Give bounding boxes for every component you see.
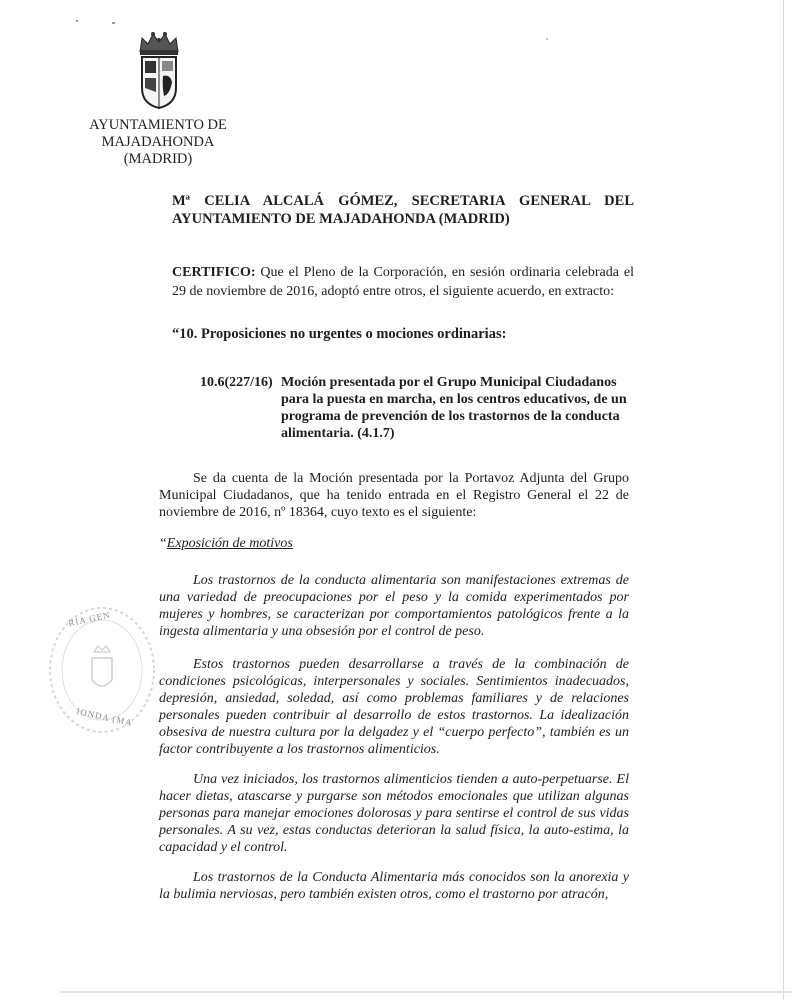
motion-title: Moción presentada por el Grupo Municipal Ciudadanos para la puesta en marcha, en los centros educativos, de un programa de prevención de los trastornos de la conducta alimentaria. (4.1.7) (281, 375, 627, 441)
paragraph-text: Estos trastornos pueden desarrollarse a través de la combinación de condiciones psicológicas, interpersonales y sociales. Sentimientos inadecuados, depresión, ansiedad, soledad, así como problemas familiares y de relaciones personales pueden contribuir al desarrollo de estos trastornos. La idealización obsesiva de nuestra cultura por la delgadez y el “cuerpo perfecto”, también es un factor contribuyente a los trastornos alimenticios. (159, 657, 629, 757)
scan-edge-right (783, 0, 784, 1000)
document-title (172, 192, 634, 228)
scan-speck (546, 38, 548, 40)
title-line-2: AYUNTAMIENTO DE MAJADAHONDA (MADRID) (172, 211, 510, 227)
scan-speck (112, 22, 115, 24)
exposition-paragraph-4 (159, 869, 629, 903)
exposition-paragraph-3 (159, 771, 629, 856)
stamp-text-bottom: IONDA (MA (75, 706, 134, 728)
agenda-point-heading: “10. Proposiciones no urgentes o mociones ordinarias: (172, 326, 507, 342)
intro-text: Se da cuenta de la Moción presentada por la Portavoz Adjunta del Grupo Municipal Ciudadanos, que ha tenido entrada en el Registro General el 22 de noviembre de 2016, nº 18364, cuyo texto es el siguiente: (159, 471, 629, 520)
exposition-paragraph-1 (159, 572, 629, 640)
paragraph-text: Una vez iniciados, los trastornos alimenticios tienden a auto-perpetuarse. El hacer dietas, atascarse y purgarse son métodos emocionales que utilizan algunas personas para manejar emociones dolorosas y para sentirse el control de sus vidas personales. A su vez, estas conductas deterioran la salud física, la auto-estima, la capacidad y el control. (159, 772, 629, 855)
municipality-line: (MADRID) (123, 151, 193, 167)
scan-speck (76, 20, 78, 22)
municipality-line: MAJADAHONDA (101, 134, 215, 150)
exposition-heading (159, 536, 293, 552)
motion-heading (200, 374, 634, 442)
title-line-1: Mª CELIA ALCALÁ GÓMEZ, SECRETARIA GENERAL DEL (172, 193, 634, 209)
coat-of-arms-icon (134, 30, 184, 110)
municipality-name (60, 117, 256, 168)
municipality-line: AYUNTAMIENTO DE (89, 117, 227, 133)
intro-paragraph (159, 470, 629, 521)
certifico-text: Que el Pleno de la Corporación, en sesión ordinaria celebrada el 29 de noviembre de 2016, adoptó entre otros, el siguiente acuerdo, en extracto: (172, 265, 634, 299)
certifico-label: CERTIFICO: (172, 265, 256, 280)
scan-edge-bottom (60, 991, 792, 993)
exposition-paragraph-2 (159, 656, 629, 758)
exposition-title: Exposición de motivos (166, 536, 293, 551)
paragraph-text: Los trastornos de la Conducta Alimentaria más conocidos son la anorexia y la bulimia nerviosas, pero también existen otros, como el trastorno por atracón, (159, 870, 629, 902)
stamp-text-top: RIA GEN (67, 609, 112, 629)
exposition-quote: “ (159, 536, 167, 551)
certifico-paragraph (172, 263, 634, 301)
motion-number: 10.6(227/16) (200, 375, 273, 390)
paragraph-text: Los trastornos de la conducta alimentaria son manifestaciones extremas de una variedad de preocupaciones por el peso y la comida experimentados por mujeres y hombres, se caracterizan por comportamientos patológicos frente a la ingesta alimentaria y una obsesión por el control de peso. (159, 573, 629, 639)
